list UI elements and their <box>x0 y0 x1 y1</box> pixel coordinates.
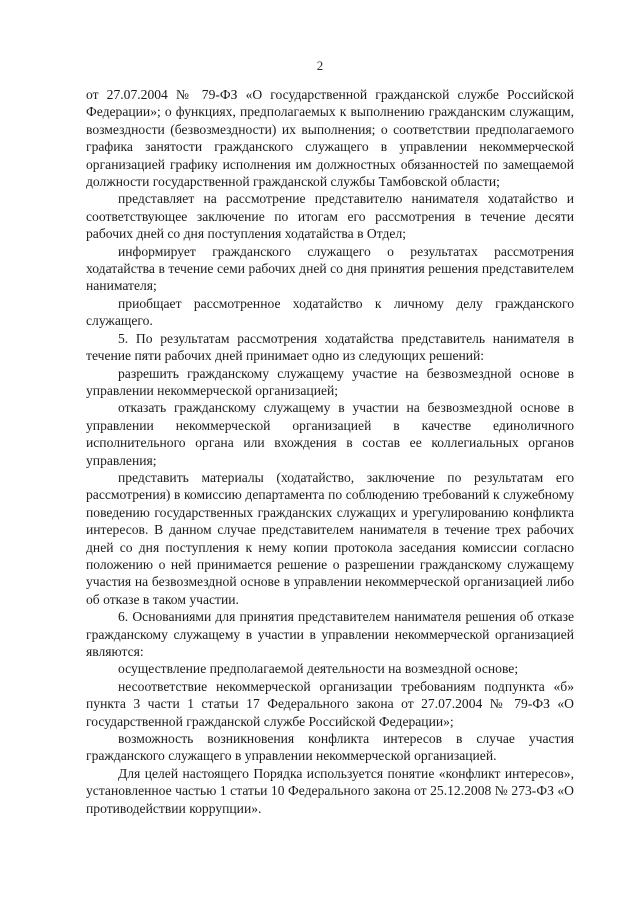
paragraph-8: представить материалы (ходатайство, заключение по результатам его рассмотрения) в комиссию департамента по соблюдению требований к служебному поведению государственных гражданских служащих и урегулированию конфликта интересов. В данном случае представителем нанимателя в течение трех рабочих дней со дня поступления к нему копии протокола заседания комиссии согласно положению о ней принимается решение о разрешении гражданскому служащему участия на безвозмездной основе в управлении некоммерческой организацией либо об отказе в таком участии. <box>86 469 574 607</box>
paragraph-6: разрешить гражданскому служащему участие на безвозмездной основе в управлении некоммерческой организацией; <box>86 365 574 398</box>
paragraph-11: несоответствие некоммерческой организации требованиям подпункта «б» пункта 3 части 1 статьи 17 Федерального закона от 27.07.2004 № 79-ФЗ «О государственной гражданской службе Российской Федерации»; <box>86 678 574 729</box>
paragraph-9: 6. Основаниями для принятия представителем нанимателя решения об отказе гражданскому служащему в участии в управлении некоммерческой организацией являются: <box>86 609 574 659</box>
paragraph-3: информирует гражданского служащего о результатах рассмотрения ходатайства в течение семи рабочих дней со дня принятия решения представителем нанимателя; <box>86 243 574 294</box>
paragraph-4: приобщает рассмотренное ходатайство к личному делу гражданского служащего. <box>86 295 574 329</box>
paragraph-5: 5. По результатам рассмотрения ходатайства представитель нанимателя в течение пяти рабочих дней принимает одно из следующих решений: <box>86 330 574 364</box>
document-body <box>86 86 574 817</box>
paragraph-10: осуществление предполагаемой деятельности на возмездной основе; <box>118 661 519 677</box>
paragraph-1: от 27.07.2004 № 79-ФЗ «О государственной гражданской службе Российской Федерации»; о функциях, предполагаемых к выполнению гражданским служащим, возмездности (безвозмездности) их выполнения; о соответствии предполагаемого графика занятости гражданского служащего в управлении некоммерческой организацией графику исполнения им должностных обязанностей по замещаемой должности государственной гражданской службы Тамбовской области; <box>86 87 574 190</box>
paragraph-2: представляет на рассмотрение представителю нанимателя ходатайство и соответствующее заключение по итогам его рассмотрения в течение десяти рабочих дней со дня поступления ходатайства в Отдел; <box>86 191 574 242</box>
paragraph-13: Для целей настоящего Порядка используется понятие «конфликт интересов», установленное частью 1 статьи 10 Федерального закона от 25.12.2008 № 273-ФЗ «О противодействии коррупции». <box>86 765 574 816</box>
page-number: 2 <box>316 58 324 73</box>
paragraph-7: отказать гражданскому служащему в участии на безвозмездной основе в управлении некоммерческой организацией в качестве единоличного исполнительного органа или вхождения в состав ее коллегиальных органов управления; <box>86 400 574 468</box>
paragraph-12: возможность возникновения конфликта интересов в случае участия гражданского служащего в управлении некоммерческой организацией. <box>86 731 574 764</box>
